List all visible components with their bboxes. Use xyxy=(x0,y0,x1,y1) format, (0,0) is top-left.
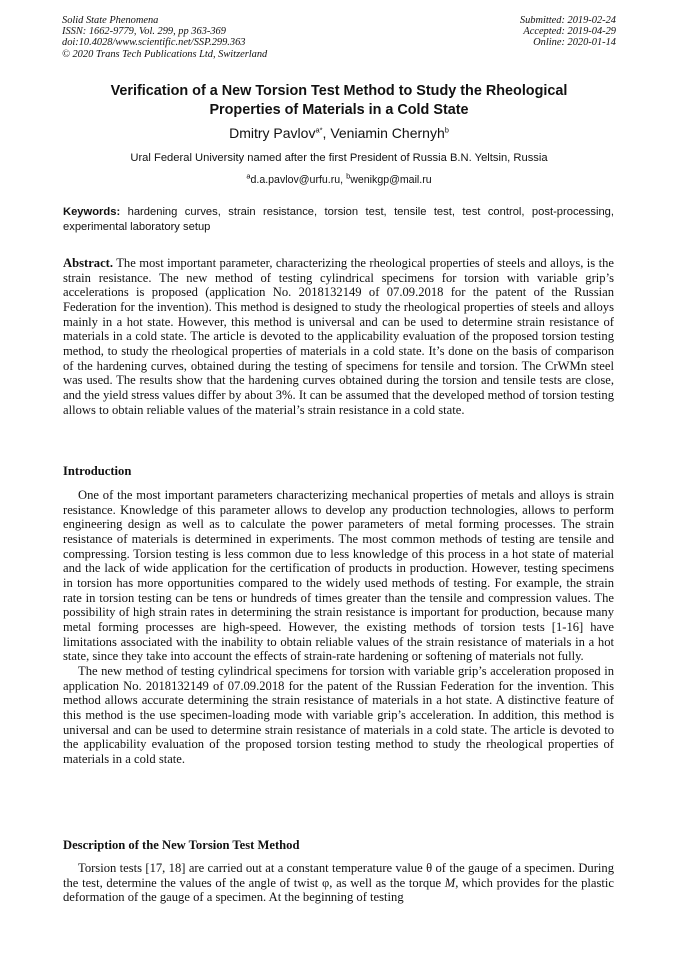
author-1: Dmitry Pavlov xyxy=(229,125,316,141)
method-description-heading: Description of the New Torsion Test Method xyxy=(63,838,300,852)
introduction-body xyxy=(63,488,614,766)
method-description-paragraph-1 xyxy=(63,861,614,905)
journal-doi: doi:10.4028/www.scientific.net/SSP.299.363 xyxy=(62,37,246,49)
keywords-text: hardening curves, strain resistance, torsion test, tensile test, test control, post-processing, experimental laboratory setup xyxy=(63,206,614,233)
email-a[interactable]: d.a.pavlov@urfu.ru xyxy=(250,174,341,186)
journal-issn: ISSN: 1662-9779, Vol. 299, pp 363-369 xyxy=(62,26,226,38)
title-line-1: Verification of a New Torsion Test Method to Study the Rheological xyxy=(110,83,568,99)
journal-name: Solid State Phenomena xyxy=(62,15,159,26)
author-2-mark: b xyxy=(444,125,449,135)
online-date: Online: 2020-01-14 xyxy=(533,37,616,49)
keywords-label: Keywords: xyxy=(63,206,121,218)
title-line-2: Properties of Materials in a Cold State xyxy=(209,102,469,118)
email-b[interactable]: wenikgp@mail.ru xyxy=(350,174,432,186)
authors xyxy=(40,124,638,142)
journal-info xyxy=(62,15,267,60)
author-separator: , xyxy=(322,125,331,141)
introduction-heading: Introduction xyxy=(63,464,132,478)
method-text-a: Torsion tests [17, 18] are carried out at a constant temperature value θ of the gauge of a specimen. During the test, determine the values of the angle of twist φ, as well as the torque xyxy=(63,861,614,890)
email-a-mark: a xyxy=(246,171,251,181)
method-description-body xyxy=(63,861,614,905)
abstract xyxy=(63,256,614,417)
author-2: Veniamin Chernyh xyxy=(330,125,445,141)
introduction-paragraph-1: One of the most important parameters characterizing mechanical properties of metals and alloys is strain resistance. Knowledge of this parameter allows to develop any production technologies, allows to perform engineering design as well as to calculate the power parameters of metal forming processes. The strain resistance of materials is determined in experiments. The most common methods of testing are tensile and compressing. Torsion testing is less common due to less knowledge of this process in a hot state of material and the lack of wide application for the certification of products in production. However, testing specimens in torsion has more opportunities compared to the widely used methods of testing. For example, the strain rate in torsion testing can be tens or hundreds of times greater than the tensile and compression values. The possibility of high strain rates in determining the strain resistance is important for production, because many metal forming processes are high-speed. However, the existing methods of torsion tests [1-16] have limitations associated with the inability to obtain reliable values of the strain resistance of materials in a hot state, since they take into account the effects of strain-rate hardening or softening of materials not fully. xyxy=(63,488,614,664)
abstract-text: The most important parameter, characterizing the rheological properties of steels and alloys, is the strain resistance. The new method of testing cylindrical specimens for torsion with variable grip’s accelerations is proposed (application No. 2018132149 of 07.09.2018 for the patent of the Russian Federation for the invention). This method is designed to study the rheological properties of steels and alloys mainly in a hot state. However, this method is universal and can be used to determine strain resistance of materials in a cold state. The article is devoted to the applicability evaluation of the proposed torsion testing method, to study the rheological properties of materials in a cold state. It’s done on the basis of comparison of the hardening curves, obtained during the testing of specimens for tensile and torsion. The CrWMn steel was used. The results show that the hardening curves obtained during the torsion and tensile tests are close, and the yield stress values differ by about 3%. It can be assumed that the developed method of torsion testing allows to obtain reliable values of the material’s strain resistance in a cold state. xyxy=(63,256,614,417)
keywords xyxy=(63,205,614,234)
torque-symbol: M xyxy=(444,875,456,890)
method-text-b: , which provides for the plastic deformation of the gauge of a specimen. At the beginning of testing xyxy=(63,875,615,905)
abstract-label: Abstract. xyxy=(63,256,114,270)
submitted-date: Submitted: 2019-02-24 xyxy=(519,15,616,26)
introduction-paragraph-2: The new method of testing cylindrical specimens for torsion with variable grip’s acceleration proposed in application No. 2018132149 of 07.09.2018 for the patent of the Russian Federation for the invention. This method allows accurate determining the strain resistance of materials in a hot state. A distinctive feature of this method is the use specimen-loading mode with variable grip’s acceleration. In addition, this method is universal and can be used to determine strain resistance of materials in a cold state. The article is devoted to the applicability evaluation of the proposed torsion testing method to study the rheological properties of materials in a cold state. xyxy=(63,663,614,766)
author-1-mark: a* xyxy=(315,125,323,135)
journal-copyright: © 2020 Trans Tech Publications Ltd, Switzerland xyxy=(62,48,268,60)
email-separator: , xyxy=(340,174,347,186)
paper-title xyxy=(40,82,638,120)
email-b-mark: b xyxy=(346,171,351,181)
submission-dates xyxy=(520,15,616,49)
accepted-date: Accepted: 2019-04-29 xyxy=(523,26,616,38)
affiliation: Ural Federal University named after the first President of Russia B.N. Yeltsin, Russia xyxy=(130,152,548,164)
author-emails xyxy=(40,173,638,188)
